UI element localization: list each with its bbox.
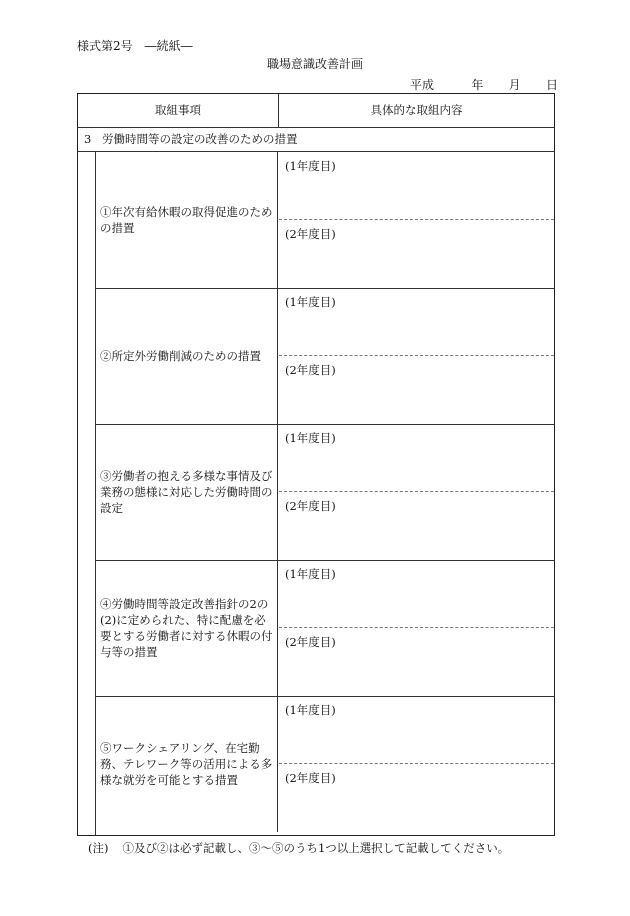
header-item: 取組事項 [78, 94, 279, 127]
row-label: ④労働時間等設定改善指針の2の(2)に定められた、特に配慮を必要とする労働者に対する休暇の付与等の措置 [95, 560, 278, 696]
year1-label: (1年度目) [285, 295, 336, 309]
year2-cell[interactable] [279, 356, 554, 424]
section-heading [78, 127, 554, 152]
table-row [95, 424, 554, 561]
form-number: 様式第2号 [77, 39, 133, 53]
form-suffix: ―続紙― [144, 39, 193, 53]
date-day: 日 [545, 78, 558, 92]
year2-cell[interactable] [279, 628, 554, 696]
year1-label: (1年度目) [285, 703, 336, 717]
indent-column [78, 152, 96, 835]
footnote [88, 840, 509, 856]
date-era: 平成 [410, 78, 435, 92]
year2-label: (2年度目) [285, 635, 336, 649]
plan-table [77, 93, 555, 836]
year1-cell[interactable] [279, 288, 554, 356]
row-label: ③労働者の抱える多様な事情及び業務の態様に対応した労働時間の設定 [95, 424, 278, 560]
table-row [95, 152, 554, 289]
year1-cell[interactable] [279, 696, 554, 764]
year1-cell[interactable] [279, 152, 554, 220]
table-row [95, 696, 554, 832]
date-line [410, 76, 558, 93]
year2-cell[interactable] [279, 764, 554, 832]
row-label: ②所定外労働削減のための措置 [95, 288, 278, 424]
section-number: 3 [84, 132, 92, 146]
year1-label: (1年度目) [285, 431, 336, 445]
form-identifier [77, 37, 193, 54]
year2-label: (2年度目) [285, 363, 336, 377]
year1-label: (1年度目) [285, 567, 336, 581]
year2-label: (2年度目) [285, 771, 336, 785]
section-title: 労働時間等の設定の改善のための措置 [102, 132, 298, 146]
year2-cell[interactable] [279, 492, 554, 560]
table-row [95, 560, 554, 697]
year2-cell[interactable] [279, 220, 554, 288]
year1-cell[interactable] [279, 560, 554, 628]
date-year: 年 [471, 78, 484, 92]
row-label: ⑤ワークシェアリング、在宅勤務、テレワーク等の活用による多様な就労を可能とする措置 [95, 696, 278, 832]
footnote-label: (注) [88, 841, 109, 855]
year2-label: (2年度目) [285, 499, 336, 513]
year1-label: (1年度目) [285, 159, 336, 173]
row-label: ①年次有給休暇の取得促進のための措置 [95, 152, 278, 288]
footnote-text: ①及び②は必ず記載し、③～⑤のうち1つ以上選択して記載してください。 [122, 841, 510, 855]
table-header [78, 94, 554, 128]
header-content: 具体的な取組内容 [370, 103, 463, 117]
document-title: 職場意識改善計画 [266, 57, 363, 71]
year2-label: (2年度目) [285, 227, 336, 241]
year1-cell[interactable] [279, 424, 554, 492]
table-row [95, 288, 554, 425]
date-month: 月 [508, 78, 521, 92]
